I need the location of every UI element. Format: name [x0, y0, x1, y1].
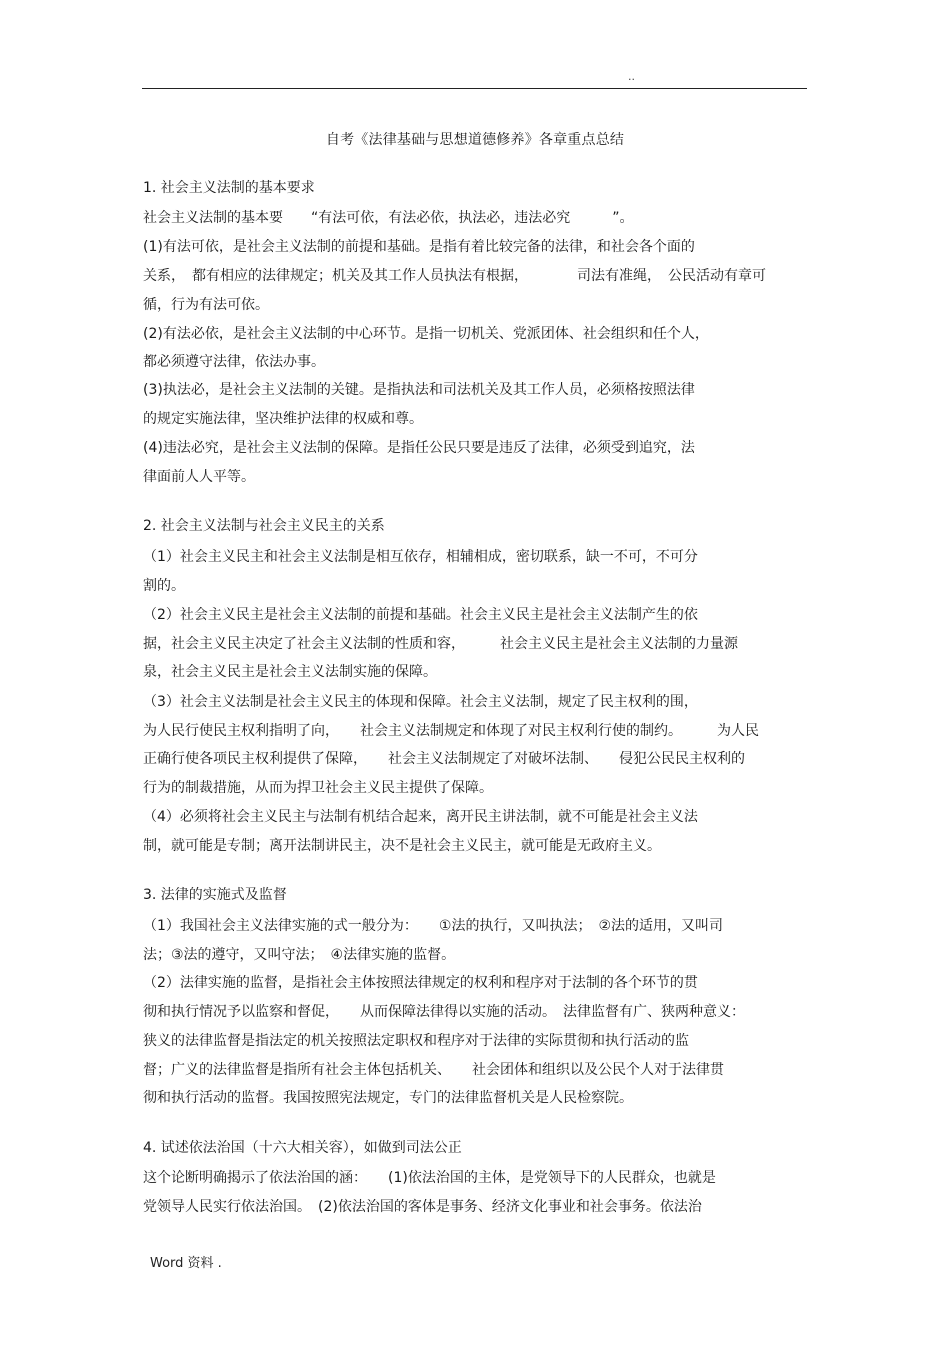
header-rule: [142, 88, 807, 89]
text-line: 狭义的法律监督是指法定的机关按照法定职权和程序对于法律的实际贯彻和执行活动的监: [143, 1033, 689, 1049]
text-line: 社会主义法制的基本要 “有法可依，有法必依，执法必，违法必究 ”。: [143, 210, 634, 226]
text-line: (3)执法必，是社会主义法制的关键。是指执法和司法机关及其工作人员，必须格按照法律: [143, 382, 695, 398]
text-line: 泉，社会主义民主是社会主义法制实施的保障。: [143, 664, 437, 680]
text-line: 都必须遵守法律，依法办事。: [143, 354, 325, 370]
text-line: 彻和执行情况予以监察和督促， 从而保障法律得以实施的活动。 法律监督有广、狭两种意义：: [143, 1004, 745, 1020]
text-line: (4)违法必究，是社会主义法制的保障。是指任公民只要是违反了法律，必须受到追究，法: [143, 440, 695, 456]
text-line: 正确行使各项民主权利提供了保障， 社会主义法制规定了对破坏法制、 侵犯公民民主权利的: [143, 751, 745, 767]
text-line: 行为的制裁措施，从而为捍卫社会主义民主提供了保障。: [143, 780, 493, 796]
text-line: （4）必须将社会主义民主与法制有机结合起来，离开民主讲法制，就不可能是社会主义法: [143, 809, 698, 825]
text-line: （3）社会主义法制是社会主义民主的体现和保障。社会主义法制，规定了民主权利的围，: [143, 694, 698, 710]
text-line: 为人民行使民主权利指明了向， 社会主义法制规定和体现了对民主权利行使的制约。 为人民: [143, 723, 759, 739]
section-heading-3: 3. 法律的实施式及监督: [143, 887, 287, 903]
text-line: 法；③法的遵守，又叫守法； ④法律实施的监督。: [143, 947, 456, 963]
text-line: 割的。: [143, 578, 185, 594]
header-mark: ..: [628, 70, 635, 83]
page-footer: Word 资料 .: [150, 1256, 222, 1271]
text-line: 的规定实施法律，坚决维护法律的权威和尊。: [143, 411, 423, 427]
text-line: 彻和执行活动的监督。我国按照宪法规定，专门的法律监督机关是人民检察院。: [143, 1090, 633, 1106]
text-line: （2）社会主义民主是社会主义法制的前提和基础。社会主义民主是社会主义法制产生的依: [143, 607, 698, 623]
text-line: （1）社会主义民主和社会主义法制是相互依存，相辅相成，密切联系，缺一不可，不可分: [143, 549, 698, 565]
text-line: 循，行为有法可依。: [143, 297, 269, 313]
text-line: （1）我国社会主义法律实施的式一般分为： ①法的执行，又叫执法； ②法的适用，又叫司: [143, 918, 724, 934]
text-line: (2)有法必依，是社会主义法制的中心环节。是指一切机关、党派团体、社会组织和任个人，: [143, 326, 709, 342]
text-line: (1)有法可依，是社会主义法制的前提和基础。是指有着比较完备的法律，和社会各个面的: [143, 239, 695, 255]
text-line: 律面前人人平等。: [143, 469, 255, 485]
text-line: 据，社会主义民主决定了社会主义法制的性质和容， 社会主义民主是社会主义法制的力量源: [143, 636, 738, 652]
text-line: 这个论断明确揭示了依法治国的涵： (1)依法治国的主体，是党领导下的人民群众，也就是: [143, 1170, 716, 1186]
text-line: 督；广义的法律监督是指所有社会主体包括机关、 社会团体和组织以及公民个人对于法律贯: [143, 1062, 724, 1078]
section-heading-1: 1. 社会主义法制的基本要求: [143, 180, 315, 196]
text-line: 党领导人民实行依法治国。 (2)依法治国的客体是事务、经济文化事业和社会事务。依法治: [143, 1199, 702, 1215]
text-line: 关系， 都有相应的法律规定；机关及其工作人员执法有根据， 司法有准绳， 公民活动有章可: [143, 268, 766, 284]
text-line: 制，就可能是专制；离开法制讲民主，决不是社会主义民主，就可能是无政府主义。: [143, 838, 661, 854]
text-line: （2）法律实施的监督，是指社会主体按照法律规定的权利和程序对于法制的各个环节的贯: [143, 975, 698, 991]
section-heading-2: 2. 社会主义法制与社会主义民主的关系: [143, 518, 385, 534]
page-title: 自考《法律基础与思想道德修养》各章重点总结: [325, 132, 625, 148]
section-heading-4: 4. 试述依法治国（十六大相关容），如做到司法公正: [143, 1140, 462, 1156]
